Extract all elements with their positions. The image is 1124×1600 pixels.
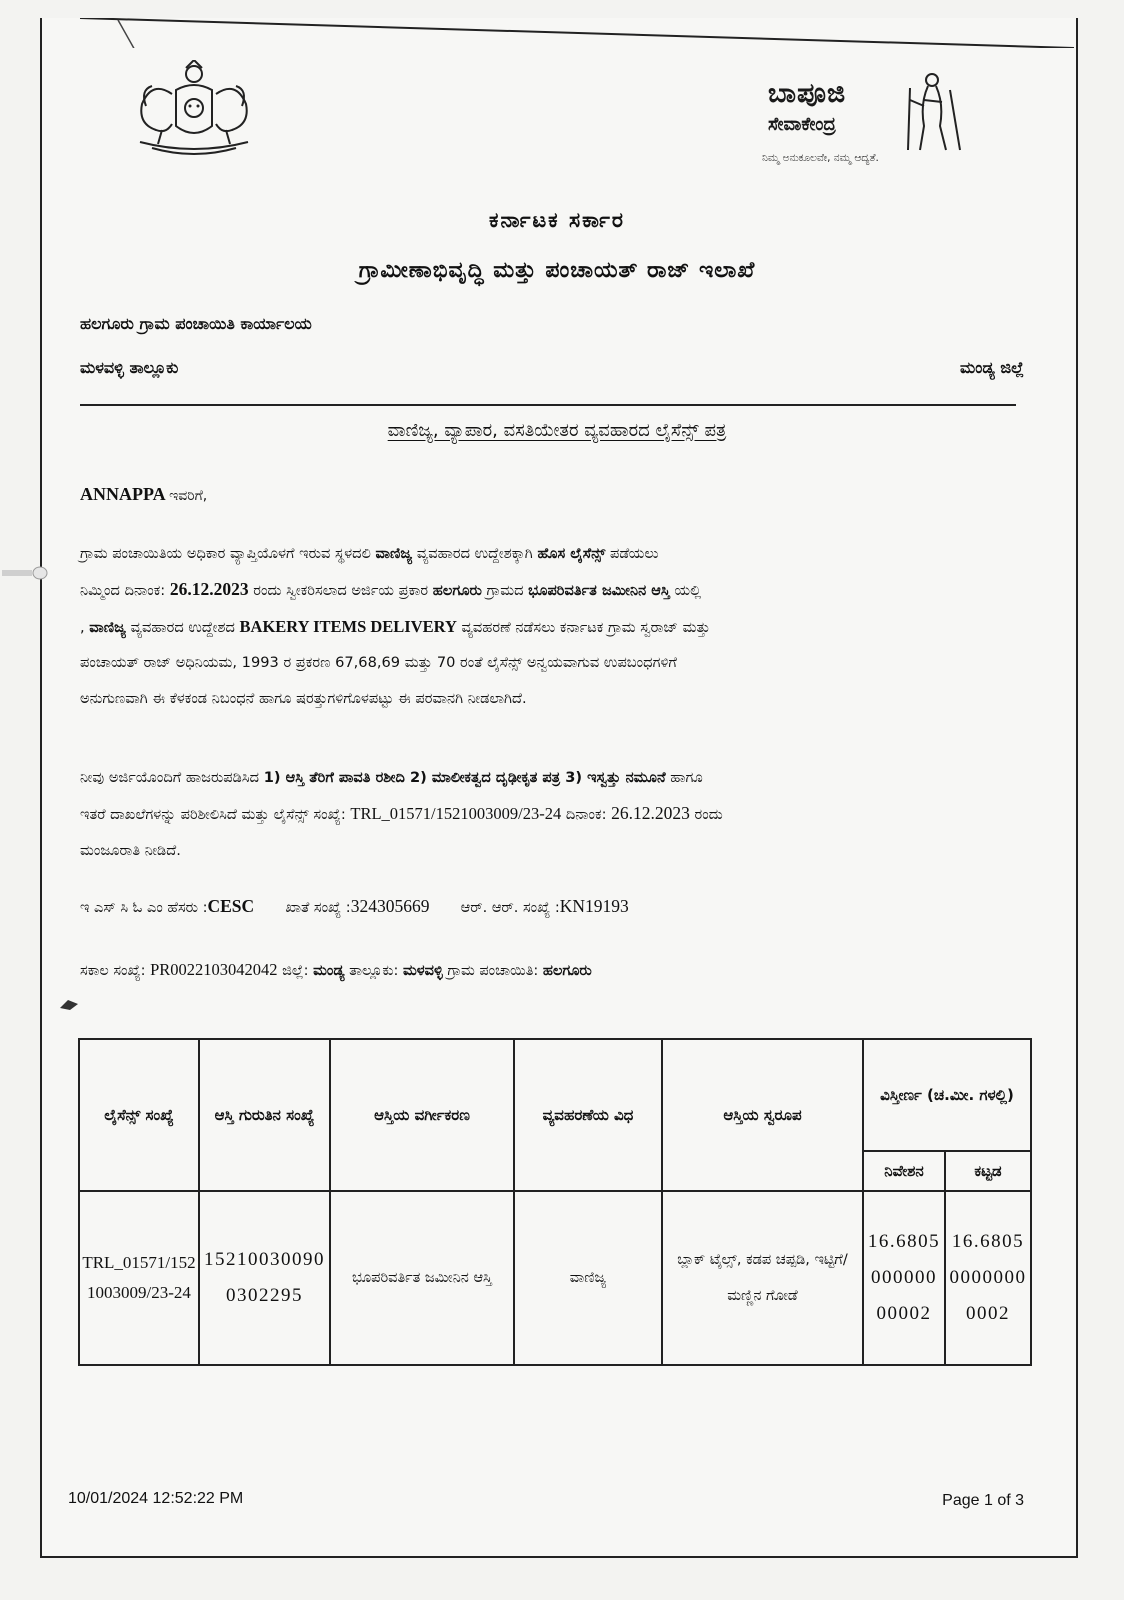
taluk-name: ಮಳವಳ್ಳಿ ತಾಲ್ಲೂಕು: [80, 358, 179, 377]
government-name: ಕರ್ನಾಟಕ ಸರ್ಕಾರ: [489, 208, 625, 232]
header-site: ನಿವೇಶನ: [863, 1151, 945, 1191]
header-classification: ಆಸ್ತಿಯ ವರ್ಗೀಕರಣ: [330, 1039, 514, 1191]
header-building: ಕಟ್ಟಡ: [945, 1151, 1031, 1191]
cell-property-id: 152100300900302295: [199, 1191, 330, 1365]
cell-classification: ಭೂಪರಿವರ್ತಿತ ಜಮೀನಿನ ಆಸ್ತಿ: [330, 1191, 514, 1365]
logo-line1: ಬಾಪೂಜಿ: [768, 78, 847, 109]
gandhi-figure-icon: [902, 70, 966, 152]
header-area: ವಿಸ್ತೀರ್ಣ (ಚ.ಮೀ. ಗಳಲ್ಲಿ): [863, 1039, 1031, 1151]
header-property-id: ಆಸ್ತಿ ಗುರುತಿನ ಸಂಖ್ಯೆ: [199, 1039, 330, 1191]
document-title: ವಾಣಿಜ್ಯ, ವ್ಯಾಪಾರ, ವಸತಿಯೇತರ ವ್ಯವಹಾರದ ಲೈಸೆನ್ಸ್ ಪತ್ರ: [387, 420, 727, 441]
karnataka-emblem-icon: [132, 60, 256, 156]
logo-tagline: ನಿಮ್ಮ ಅನುಕೂಲವೇ, ನಮ್ಮ ಆದ್ಯತೆ.: [762, 152, 879, 164]
page-top-edge: [40, 18, 1074, 48]
license-table: [78, 1038, 1032, 1366]
license-paragraph: ಗ್ರಾಮ ಪಂಚಾಯಿತಿಯ ಅಧಿಕಾರ ವ್ಯಾಪ್ತಿಯೊಳಗೆ ಇರುವ ಸ್ಥಳದಲಿ ವಾಣಿಜ್ಯ ವ್ಯವಹಾರದ ಉದ್ದೇಶಕ್ಕಾಗಿ ಹೊಸ ಲೈಸೆನ್ಸ್ ಪಡೆಯಲು ನಿಮ್ಮಿಂದ ದಿನಾಂಕ: 26.12.2023 ರಂದು ಸ್ವೀಕರಿಸಲಾದ ಅರ್ಜಿಯ ಪ್ರಕಾರ ಹಲಗೂರು ಗ್ರಾಮದ ಭೂಪರಿವರ್ತಿತ ಜಮೀನಿನ ಆಸ್ತಿ ಯಲ್ಲಿ , ವಾಣಿಜ್ಯ ವ್ಯವಹಾರದ ಉದ್ದೇಶದ BAKERY ITEMS DELIVERY ವ್ಯವಹರಣೆ ನಡೆಸಲು ಕರ್ನಾಟಕ ಗ್ರಾಮ ಸ್ವರಾಜ್ ಮತ್ತು ಪಂಚಾಯತ್ ರಾಜ್ ಅಧಿನಿಯಮ, 1993 ರ ಪ್ರಕರಣ 67,68,69 ಮತ್ತು 70 ರಂತೆ ಲೈಸೆನ್ಸ್ ಅನ್ವಯವಾಗುವ ಉಪಬಂಧಗಳಿಗೆ ಅನುಗುಣವಾಗಿ ಈ ಕೆಳಕಂಡ ನಿಬಂಧನೆ ಹಾಗೂ ಷರತ್ತುಗಳಿಗೊಳಪಟ್ಟು ಈ ಪರವಾನಗಿ ನೀಡಲಾಗಿದೆ.: [80, 545, 711, 708]
punch-mark-icon: [58, 996, 80, 1012]
logo-line2: ಸೇವಾಕೇಂದ್ರ: [768, 114, 836, 135]
panchayat-office: ಹಲಗೂರು ಗ್ರಾಮ ಪಂಚಾಯಿತಿ ಕಾರ್ಯಾಲಯ: [80, 314, 312, 333]
cell-trade-type: ವಾಣಿಜ್ಯ: [514, 1191, 662, 1365]
header-divider: [80, 404, 1016, 406]
page-number: Page 1 of 3: [942, 1492, 1024, 1509]
department-name: ಗ್ರಾಮೀಣಾಭಿವೃದ್ಧಿ ಮತ್ತು ಪಂಚಾಯತ್ ರಾಜ್ ಇಲಾಖೆ: [358, 258, 756, 283]
escom-details: ಇ ಎಸ್ ಸಿ ಓ ಎಂ ಹೆಸರು :CESC ಖಾತೆ ಸಂಖ್ಯೆ :324305669 ಆರ್. ಆರ್. ಸಂಖ್ಯೆ :KN19193: [80, 896, 629, 916]
cell-license-no: TRL_01571/1521003009/23-24: [79, 1191, 199, 1365]
print-timestamp: 10/01/2024 12:52:22 PM: [68, 1490, 244, 1507]
documents-paragraph: ನೀವು ಅರ್ಜಿಯೊಂದಿಗೆ ಹಾಜರುಪಡಿಸಿದ 1) ಆಸ್ತಿ ತೆರಿಗೆ ಪಾವತಿ ರಶೀದಿ 2) ಮಾಲೀಕತ್ವದ ದೃಢೀಕೃತ ಪತ್ರ 3) ಇಸ್ವತ್ತು ನಮೂನೆ ಹಾಗೂ ಇತರೆ ದಾಖಲೆಗಳನ್ನು ಪರಿಶೀಲಿಸಿದೆ ಮತ್ತು ಲೈಸೆನ್ಸ್ ಸಂಖ್ಯೆ: TRL_01571/1521003009/23-24 ದಿನಾಂಕ: 26.12.2023 ರಂದು ಮಂಜೂರಾತಿ ನೀಡಿದೆ.: [80, 769, 723, 859]
table-row: [79, 1191, 1031, 1365]
header-trade-type: ವ್ಯವಹರಣೆಯ ವಿಧ: [514, 1039, 662, 1191]
staple-hole-icon: [2, 566, 48, 580]
district-name: ಮಂಡ್ಯ ಜಿಲ್ಲೆ: [960, 358, 1024, 377]
header-nature: ಆಸ್ತಿಯ ಸ್ವರೂಪ: [662, 1039, 863, 1191]
cell-nature: ಬ್ಲಾಕ್ ಟೈಲ್ಸ್, ಕಡಪ ಚಪ್ಪಡಿ, ಇಟ್ಟಿಗೆ/ ಮಣ್ಣಿನ ಗೋಡೆ: [662, 1191, 863, 1365]
sakala-details: ಸಕಾಲ ಸಂಖ್ಯೆ: PR0022103042042 ಜಿಲ್ಲೆ: ಮಂಡ್ಯ ತಾಲ್ಲೂಕು: ಮಳವಳ್ಳಿ ಗ್ರಾಮ ಪಂಚಾಯಿತಿ: ಹಲಗೂರು: [80, 960, 592, 979]
cell-site-area: 16.680500000000002: [863, 1191, 945, 1365]
addressee: ANNAPPA ಇವರಿಗೆ,: [80, 484, 208, 504]
header-license-no: ಲೈಸೆನ್ಸ್ ಸಂಖ್ಯೆ: [79, 1039, 199, 1191]
bapuji-seva-kendra-logo: [760, 70, 970, 168]
cell-building-area: 16.680500000000002: [945, 1191, 1031, 1365]
